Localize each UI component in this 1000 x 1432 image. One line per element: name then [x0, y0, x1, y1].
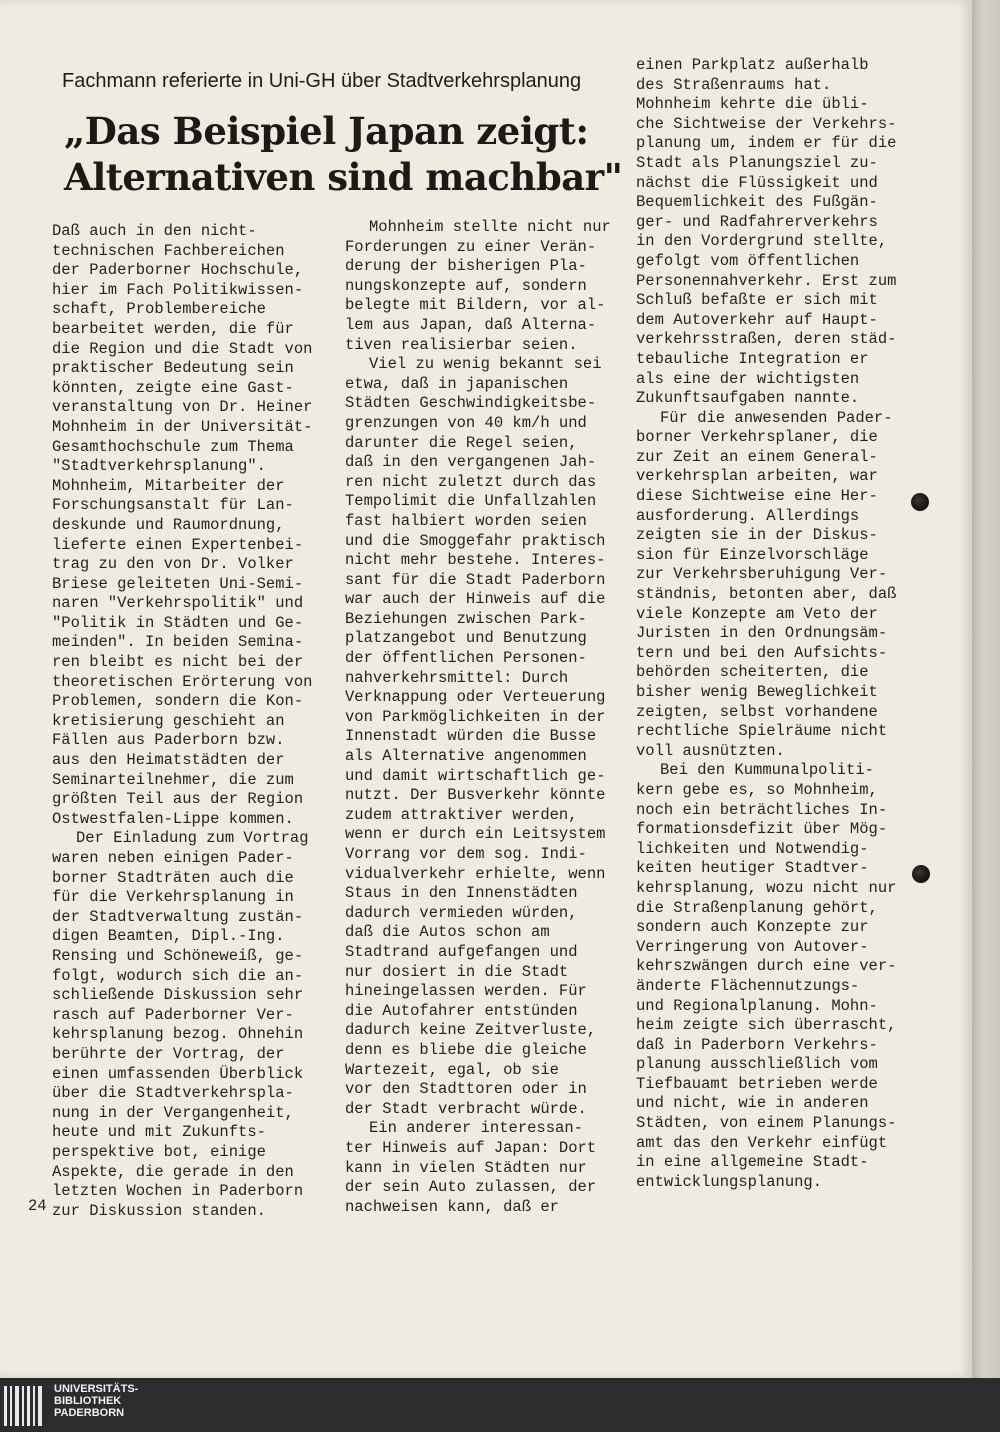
text-line: daß die Autos schon am: [345, 923, 550, 942]
text-line: sion für Einzelvorschläge: [636, 545, 869, 564]
text-line: perspektive bot, einige: [52, 1142, 266, 1161]
text-line: Fällen aus Paderborn bzw.: [52, 731, 285, 750]
text-line: veranstaltung von Dr. Heiner: [52, 398, 313, 417]
text-line: Vorrang vor dem sog. Indi-: [345, 845, 587, 863]
text-line: zeigten sie in der Diskus-: [636, 526, 878, 545]
library-logo-icon: [4, 1386, 46, 1426]
text-line: Aspekte, die gerade in den: [52, 1162, 294, 1181]
text-line: der sein Auto zulassen, der: [345, 1178, 597, 1197]
text-line: letzten Wochen in Paderborn: [52, 1182, 304, 1201]
text-line: Zukunftsaufgaben nannte.: [636, 389, 860, 408]
text-line: einen Parkplatz außerhalb: [636, 56, 869, 74]
article-headline: [64, 108, 624, 200]
text-line: planung ausschließlich vom: [636, 1055, 878, 1074]
text-line: lem aus Japan, daß Alterna-: [345, 315, 597, 334]
text-line: Ein anderer interessan-: [369, 1119, 583, 1138]
text-line: lichkeiten und Notwendig-: [636, 839, 869, 858]
text-line: Schluß befaßte er sich mit: [636, 291, 878, 310]
text-line: Seminarteilnehmer, die zum: [52, 770, 294, 789]
library-name-line: PADERBORN: [54, 1407, 125, 1419]
text-line: Stadtrand aufgefangen und: [345, 942, 578, 961]
article-column-1: [52, 222, 312, 1221]
text-line: tebauliche Integration er: [636, 349, 869, 368]
article-column-2: [345, 218, 611, 1217]
text-line: der Stadtverwaltung zustän-: [52, 907, 304, 926]
text-line: rechtliche Spielräume nicht: [636, 722, 888, 741]
article-kicker: Fachmann referierte in Uni-GH über Stadtverkehrsplanung: [62, 70, 582, 92]
text-line: nungskonzepte auf, sondern: [345, 276, 587, 295]
text-line: nur dosiert in die Stadt: [345, 962, 569, 981]
text-line: verkehrsplan arbeiten, war: [636, 467, 878, 486]
text-line: planung um, indem er für die: [636, 134, 897, 153]
text-line: bearbeitet werden, die für: [52, 319, 294, 338]
text-line: könnten, zeigte eine Gast-: [52, 378, 294, 397]
text-line: grenzungen von 40 km/h und: [345, 413, 587, 432]
text-line: und die Smoggefahr praktisch: [345, 531, 606, 550]
text-line: waren neben einigen Pader-: [52, 849, 294, 867]
text-line: trag zu den von Dr. Volker: [52, 555, 294, 574]
text-line: Ostwestfalen-Lippe kommen.: [52, 809, 294, 828]
text-line: digen Beamten, Dipl.-Ing.: [52, 927, 285, 946]
text-line: dadurch keine Zeitverluste,: [345, 1021, 597, 1040]
text-line: wenn er durch ein Leitsystem: [345, 825, 606, 844]
text-line: keiten heutiger Stadtver-: [636, 859, 869, 878]
text-line: ter Hinweis auf Japan: Dort: [345, 1138, 597, 1157]
text-line: vor den Stadttoren oder in: [345, 1080, 587, 1099]
text-line: verkehrsstraßen, deren städ-: [636, 330, 897, 349]
article-column-3: [636, 56, 896, 1192]
text-line: änderte Flächennutzungs-: [636, 976, 860, 995]
text-line: Städten Geschwindigkeitsbe-: [345, 394, 597, 413]
text-line: derung der bisherigen Pla-: [345, 257, 587, 276]
text-line: zeigten, selbst vorhandene: [636, 702, 878, 721]
text-line: nahverkehrsmittel: Durch: [345, 668, 569, 687]
text-line: diese Sichtweise eine Her-: [636, 487, 878, 506]
text-line: zur Diskussion standen.: [52, 1201, 266, 1220]
text-line: borner Stadträten auch die: [52, 868, 294, 887]
text-line: Problemen, sondern die Kon-: [52, 692, 304, 711]
text-line: Mohnheim, Mitarbeiter der: [52, 476, 285, 495]
text-line: Tempolimit die Unfallzahlen: [345, 492, 597, 511]
text-line: Der Einladung zum Vortrag: [76, 829, 309, 848]
text-line: und Regionalplanung. Mohn-: [636, 996, 878, 1015]
text-line: nung in der Vergangenheit,: [52, 1103, 294, 1122]
text-line: Mohnheim in der Universität-: [52, 417, 313, 436]
text-line: theoretischen Erörterung von: [52, 672, 313, 691]
text-line: meinden". In beiden Semina-: [52, 633, 304, 652]
text-line: praktischer Bedeutung sein: [52, 359, 294, 378]
page-number: 24: [28, 1197, 47, 1215]
text-line: lieferte einen Expertenbei-: [52, 535, 304, 554]
text-line: zudem attraktiver werden,: [345, 805, 578, 824]
text-line: belegte mit Bildern, vor al-: [345, 296, 606, 315]
library-name-line: BIBLIOTHEK: [54, 1395, 122, 1407]
text-line: nachweisen kann, daß er: [345, 1197, 559, 1216]
text-line: "Politik in Städten und Ge-: [52, 613, 304, 632]
text-line: dem Autoverkehr auf Haupt-: [636, 310, 878, 329]
text-line: sondern auch Konzepte zur: [636, 918, 869, 937]
text-line: ren bleibt es nicht bei der: [52, 653, 304, 672]
text-line: vidualverkehr erhielte, wenn: [345, 864, 606, 883]
text-line: ausforderung. Allerdings: [636, 506, 860, 525]
text-line: Städten, von einem Planungs-: [636, 1114, 897, 1133]
text-line: platzangebot und Benutzung: [345, 629, 587, 648]
text-line: die Region und die Stadt von: [52, 339, 313, 358]
text-line: in den Vordergrund stellte,: [636, 232, 888, 251]
text-line: Briese geleiteten Uni-Semi-: [52, 574, 304, 593]
text-line: als eine der wichtigsten: [636, 369, 860, 388]
text-line: voll ausnützten.: [636, 741, 785, 760]
text-line: schaft, Problembereiche: [52, 300, 266, 319]
text-line: deskunde und Raumordnung,: [52, 515, 285, 534]
text-line: entwicklungsplanung.: [636, 1172, 823, 1191]
text-line: technischen Fachbereichen: [52, 241, 285, 260]
text-line: für die Verkehrsplanung in: [52, 888, 294, 907]
text-line: ren nicht zuletzt durch das: [345, 472, 597, 491]
text-line: noch ein beträchtliches In-: [636, 800, 888, 819]
text-line: größten Teil aus der Region: [52, 790, 304, 809]
text-line: zur Zeit an einem General-: [636, 447, 878, 466]
text-line: Bequemlichkeit des Fußgän-: [636, 193, 878, 212]
text-line: heute und mit Zukunfts-: [52, 1123, 266, 1142]
text-line: fast halbiert worden seien: [345, 511, 587, 530]
text-line: einen umfassenden Überblick: [52, 1064, 304, 1083]
text-line: des Straßenraums hat.: [636, 75, 832, 94]
text-line: Tiefbauamt betrieben werde: [636, 1074, 878, 1093]
library-footer: [0, 1378, 1000, 1432]
text-line: Rensing und Schöneweiß, ge-: [52, 946, 304, 965]
text-line: sant für die Stadt Paderborn: [345, 570, 606, 589]
text-line: amt das den Verkehr einfügt: [636, 1133, 888, 1152]
text-line: von Parkmöglichkeiten in der: [345, 707, 606, 726]
text-line: Personennahverkehr. Erst zum: [636, 271, 897, 290]
text-line: formationsdefizit über Mög-: [636, 820, 888, 839]
text-line: Mohnheim kehrte die übli-: [636, 95, 869, 114]
text-line: kretisierung geschieht an: [52, 711, 285, 730]
text-line: tern und bei den Aufsichts-: [636, 643, 888, 662]
text-line: kann in vielen Städten nur: [345, 1158, 587, 1177]
text-line: berührte der Vortrag, der: [52, 1044, 285, 1063]
text-line: nächst die Flüssigkeit und: [636, 173, 878, 192]
text-line: Staus in den Innenstädten: [345, 884, 578, 903]
text-line: folgt, wodurch sich die an-: [52, 966, 304, 985]
punch-hole: [911, 493, 929, 511]
text-line: Verringerung von Autover-: [636, 937, 869, 956]
page-edge: [972, 0, 1000, 1378]
text-line: Mohnheim stellte nicht nur: [369, 218, 611, 236]
text-line: daß in den vergangenen Jah-: [345, 453, 597, 472]
text-line: der öffentlichen Personen-: [345, 649, 587, 668]
text-line: war auch der Hinweis auf die: [345, 590, 606, 609]
text-line: der Stadt verbracht würde.: [345, 1099, 587, 1118]
text-line: hineingelassen werden. Für: [345, 982, 587, 1001]
text-line: dadurch vermieden würden,: [345, 903, 578, 922]
text-line: die Straßenplanung gehört,: [636, 898, 878, 917]
text-line: daß in Paderborn Verkehrs-: [636, 1035, 878, 1054]
text-line: denn es bliebe die gleiche: [345, 1040, 587, 1059]
text-line: heim zeigte sich überrascht,: [636, 1016, 897, 1035]
text-line: Stadt als Planungsziel zu-: [636, 153, 878, 172]
text-line: ständnis, betonten aber, daß: [636, 585, 897, 604]
text-line: Viel zu wenig bekannt sei: [369, 355, 602, 374]
text-line: Verknappung oder Verteuerung: [345, 688, 606, 707]
text-line: Juristen in den Ordnungsäm-: [636, 624, 888, 643]
text-line: behörden scheiterten, die: [636, 663, 869, 682]
headline-line: Alternativen sind machbar": [64, 155, 623, 199]
text-line: der Paderborner Hochschule,: [52, 261, 304, 280]
text-line: Bei den Kummunalpoliti-: [660, 761, 874, 780]
text-line: ger- und Radfahrerverkehrs: [636, 212, 878, 231]
text-line: nutzt. Der Busverkehr könnte: [345, 786, 606, 805]
text-line: schließende Diskussion sehr: [52, 986, 304, 1005]
text-line: Forschungsanstalt für Lan-: [52, 496, 294, 515]
library-name-line: UNIVERSITÄTS-: [54, 1383, 139, 1395]
text-line: gefolgt vom öffentlichen: [636, 251, 860, 270]
text-line: "Stadtverkehrsplanung".: [52, 457, 266, 476]
text-line: in eine allgemeine Stadt-: [636, 1153, 869, 1172]
text-line: zur Verkehrsberuhigung Ver-: [636, 565, 888, 584]
text-line: etwa, daß in japanischen: [345, 374, 569, 393]
punch-hole: [912, 865, 930, 883]
text-line: Daß auch in den nicht-: [52, 222, 257, 240]
text-line: kehrsplanung bezog. Ohnehin: [52, 1025, 304, 1044]
text-line: viele Konzepte am Veto der: [636, 604, 878, 623]
text-line: über die Stadtverkehrspla-: [52, 1084, 294, 1103]
text-line: Für die anwesenden Pader-: [660, 408, 893, 427]
text-line: als Alternative angenommen: [345, 747, 587, 766]
text-line: Beziehungen zwischen Park-: [345, 609, 587, 628]
text-line: kehrszwängen durch eine ver-: [636, 957, 897, 976]
text-line: Wartezeit, egal, ob sie: [345, 1060, 559, 1079]
text-line: kehrsplanung, wozu nicht nur: [636, 878, 897, 897]
headline-line: „Das Beispiel Japan zeigt:: [64, 109, 589, 153]
text-line: rasch auf Paderborner Ver-: [52, 1005, 294, 1024]
text-line: borner Verkehrsplaner, die: [636, 428, 878, 447]
text-line: kern gebe es, so Mohnheim,: [636, 780, 878, 799]
text-line: naren "Verkehrspolitik" und: [52, 594, 304, 613]
text-line: nicht mehr bestehe. Interes-: [345, 551, 606, 570]
text-line: aus den Heimatstädten der: [52, 751, 285, 770]
text-line: und nicht, wie in anderen: [636, 1094, 869, 1113]
text-line: hier im Fach Politikwissen-: [52, 280, 304, 299]
text-line: und damit wirtschaftlich ge-: [345, 766, 606, 785]
text-line: che Sichtweise der Verkehrs-: [636, 114, 897, 133]
text-line: bisher wenig Beweglichkeit: [636, 683, 878, 701]
text-line: Gesamthochschule zum Thema: [52, 437, 294, 456]
text-line: tiven realisierbar seien.: [345, 335, 578, 354]
text-line: Innenstadt würden die Busse: [345, 727, 597, 746]
library-name: [54, 1383, 138, 1419]
text-line: darunter die Regel seien,: [345, 433, 578, 452]
text-line: Forderungen zu einer Verän-: [345, 237, 597, 256]
text-line: die Autofahrer entstünden: [345, 1001, 578, 1020]
